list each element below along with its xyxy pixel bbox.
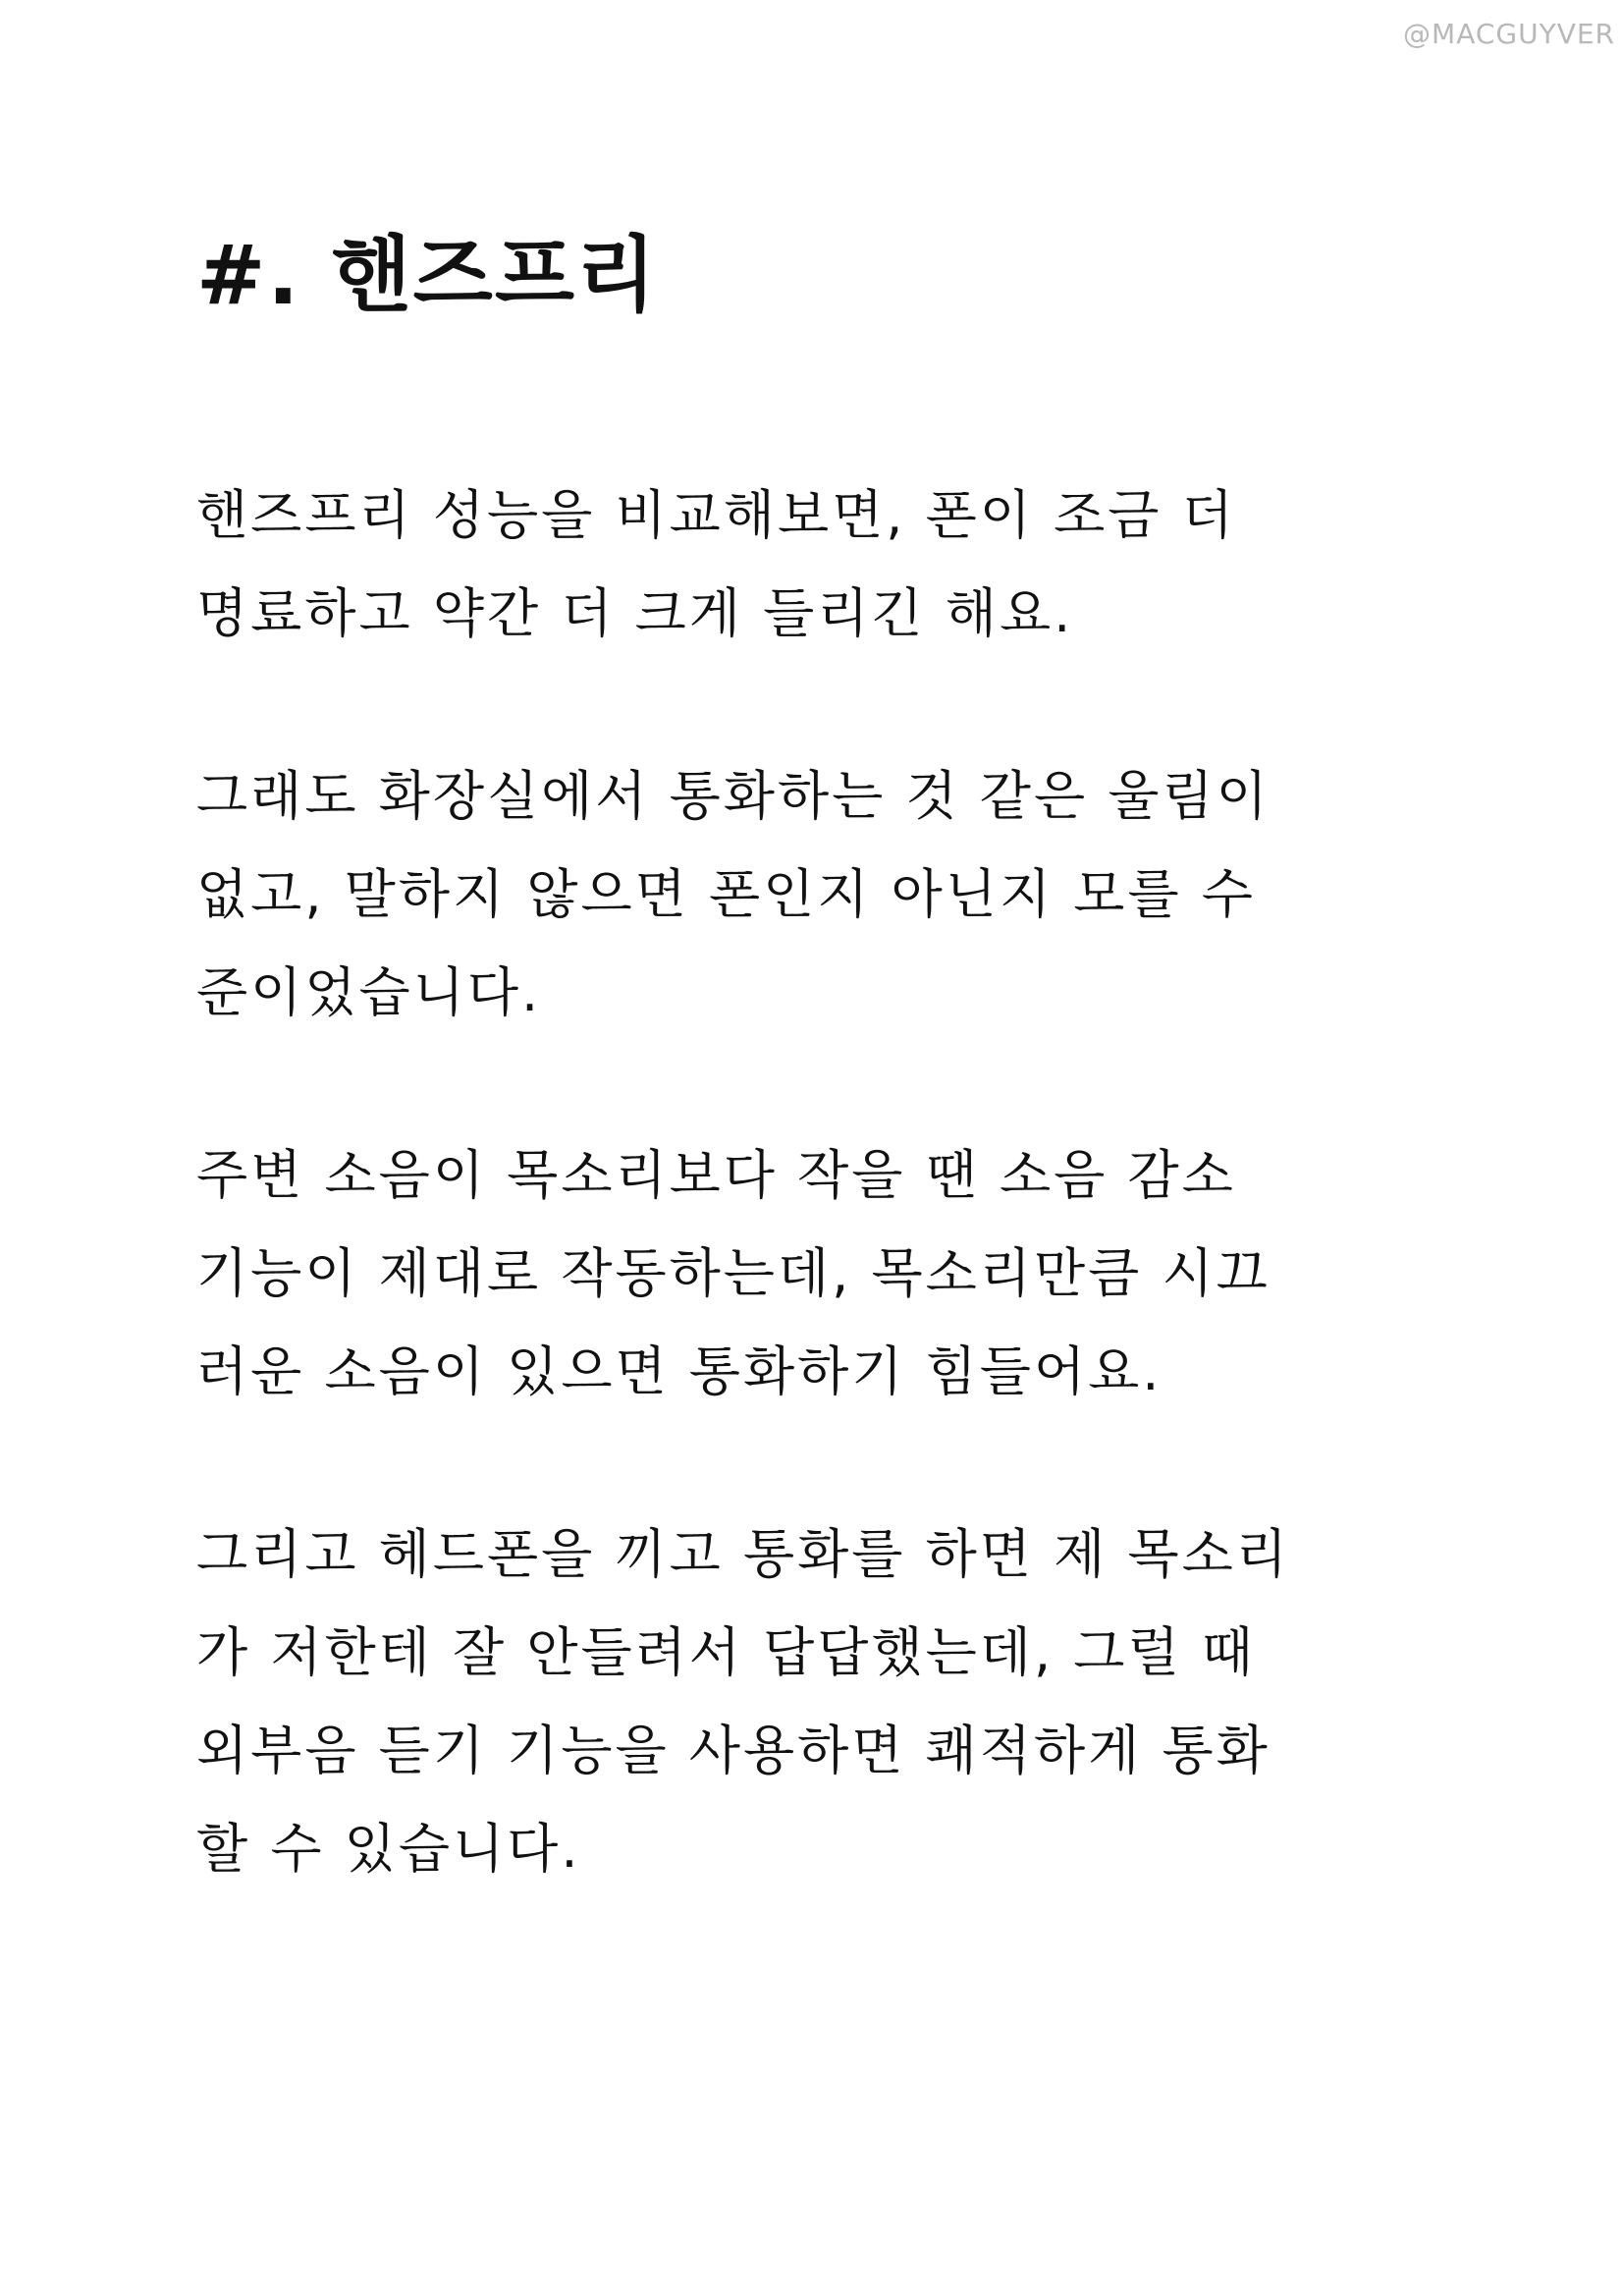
paragraph-1	[196, 466, 1473, 663]
document-body	[196, 221, 1473, 1983]
paragraph-line: 주변 소음이 목소리보다 작을 땐 소음 감소	[196, 1144, 1236, 1206]
paragraph-line: 할 수 있습니다.	[196, 1818, 581, 1880]
paragraph-line: 외부음 듣기 기능을 사용하면 쾌적하게 통화	[196, 1720, 1271, 1781]
paragraph-line: 러운 소음이 있으면 통화하기 힘들어요.	[196, 1340, 1163, 1402]
paragraph-line: 기능이 제대로 작동하는데, 목소리만큼 시끄	[196, 1242, 1271, 1304]
paragraph-line: 가 저한테 잘 안들려서 답답했는데, 그럴 때	[196, 1621, 1256, 1683]
page-title: #. 핸즈프리	[196, 227, 659, 323]
paragraph-3	[196, 1126, 1473, 1421]
paragraph-line: 그래도 화장실에서 통화하는 것 같은 울림이	[196, 765, 1271, 827]
paragraph-line: 그리고 헤드폰을 끼고 통화를 하면 제 목소리	[196, 1523, 1290, 1585]
paragraph-line: 준이었습니다.	[196, 961, 542, 1023]
paragraph-list	[196, 466, 1473, 1898]
paragraph-4	[196, 1505, 1473, 1898]
paragraph-line: 없고, 말하지 않으면 폰인지 아닌지 모를 수	[196, 863, 1256, 925]
watermark-text: @MACGUYVER	[1403, 18, 1615, 50]
paragraph-line: 명료하고 약간 더 크게 들리긴 해요.	[196, 582, 1074, 644]
paragraph-line: 핸즈프리 성능을 비교해보면, 폰이 조금 더	[196, 484, 1236, 546]
paragraph-2	[196, 747, 1473, 1042]
